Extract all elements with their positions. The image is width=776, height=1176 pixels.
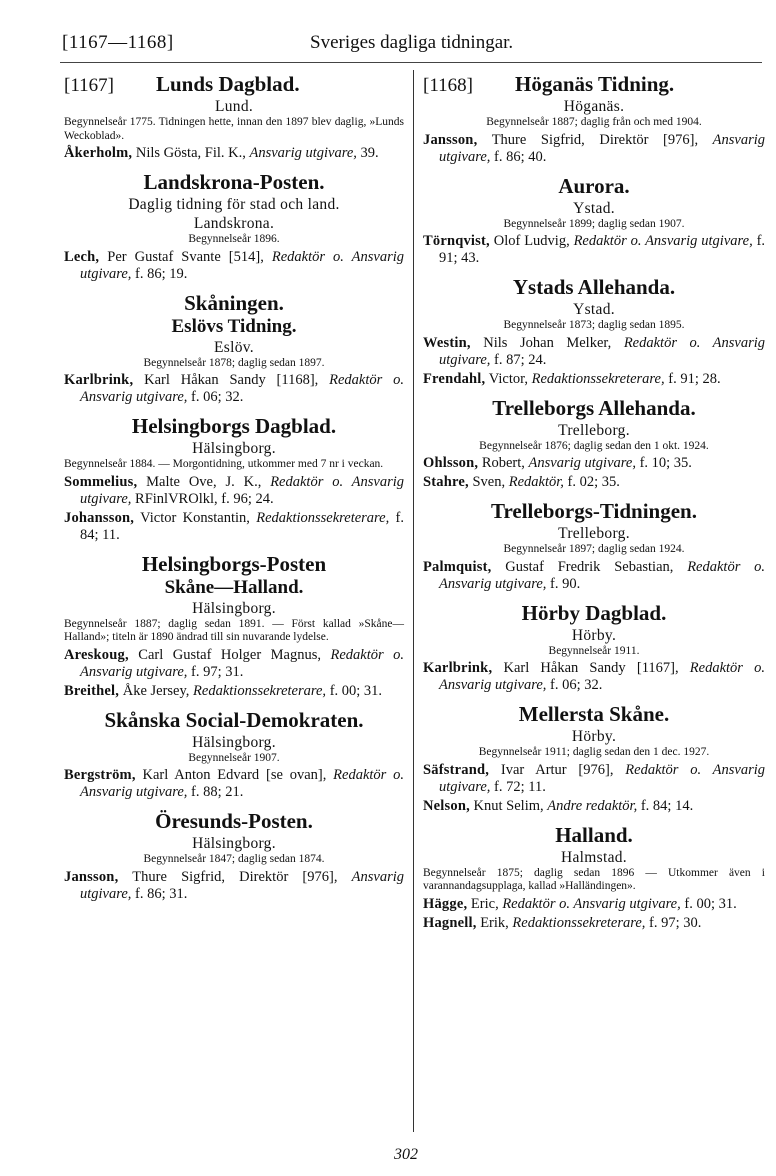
staff-entry [64,683,404,700]
founding-info: Begynnelseår 1907. [188,751,280,764]
entry-title-row [64,72,404,97]
person-name: Stahre, [423,474,469,490]
founding-info: Begynnelseår 1775. Tidningen hette, innan den 1897 blev daglig, »Lunds Weckoblad». [64,116,404,142]
newspaper-title: Trelleborgs Allehanda. [492,395,696,420]
header-entry-range: [1167—1168] [62,32,174,53]
place-name: Hälsingborg. [192,733,276,751]
person-role: Redaktör o. Ansvarig utgivare, [573,233,753,249]
person-years: f. 91; 43. [439,233,766,266]
person-role: Redaktör o. Ansvarig utgivare, [80,767,404,800]
person-role: Ansvarig utgivare, [80,868,404,902]
person-role: Redaktör o. Ansvarig utgivare, [439,660,766,693]
person-name: Karlbrink, [423,660,493,676]
person-name: Ohlsson, [423,455,479,471]
person-name: Johansson, [64,509,135,526]
staff-entry [423,896,765,913]
person-detail: Malte Ove, J. K., [146,473,262,490]
person-role: Redaktör o. Ansvarig utgivare, [80,372,405,405]
place-line: Daglig tidning för stad och land. [128,196,340,213]
person-years: f. 87; 24. [494,351,547,368]
founding-info: Begynnelseår 1911; daglig sedan den 1 dec. 1927. [478,746,710,758]
newspaper-subtitle: Skåne—Halland. [164,576,304,598]
right-column [423,72,765,932]
staff-entry [64,372,404,406]
newspaper-title: Aurora. [558,173,630,198]
person-detail: Olof Ludvig, [493,233,570,249]
person-years: f. 97; 30. [649,914,702,931]
newspaper-title: Skåningen. [184,290,284,315]
person-detail: Sven, [472,474,506,490]
person-role: Redaktör o. Ansvarig utgivare, [80,646,405,680]
person-role: Redaktör o. Ansvarig utgivare, [502,895,681,912]
founding-info: Begynnelseår 1847; daglig sedan 1874. [143,853,325,865]
newspaper-title: Halland. [555,822,633,847]
newspaper-entry [423,396,765,492]
person-name: Breithel, [64,682,120,699]
staff-entry [64,249,404,283]
newspaper-title: Hörby Dagblad. [521,600,667,625]
person-role: Redaktör o. Ansvarig utgivare, [439,334,766,368]
staff-entry [64,145,404,162]
person-years: f. 88; 21. [191,784,244,800]
founding-info: Begynnelseår 1897; daglig sedan 1924. [503,543,685,555]
newspaper-entry [64,708,404,802]
person-years: f. 86; 19. [135,265,188,282]
person-detail: Karl Håkan Sandy [1167], [503,660,679,676]
place-name: Hörby. [571,626,617,644]
person-years: f. 91; 28. [668,370,721,387]
person-name: Palmquist, [423,558,492,575]
person-detail: Per Gustaf Svante [514], [107,248,264,265]
newspaper-entry [423,702,765,815]
place-name: Hälsingborg. [192,599,276,617]
staff-entry [64,647,404,681]
person-years: f. 84; 11. [80,509,405,543]
person-role: Ansvarig utgivare, [528,455,636,471]
staff-entry [423,233,765,267]
place-name: Ystad. [573,199,615,217]
person-years: RFinlVROlkl, f. 96; 24. [135,490,274,507]
person-role: Redaktör o. Ansvarig utgivare, [80,473,405,507]
person-years: f. 10; 35. [639,455,692,471]
person-name: Jansson, [423,131,478,148]
page-number: 302 [394,1146,418,1163]
newspaper-title: Landskrona-Posten. [143,170,325,194]
person-detail: Karl Anton Edvard [se ovan], [142,767,327,783]
person-detail: Karl Håkan Sandy [1168], [144,372,319,388]
founding-info: Begynnelseår 1876; daglig sedan den 1 okt. 1924. [479,439,709,452]
person-detail: Nils Johan Melker, [483,334,612,351]
person-detail: Gustaf Fredrik Sebastian, [505,558,674,575]
person-detail: Victor Konstantin, [140,509,250,526]
person-years: f. 90. [550,575,581,592]
newspaper-entry [423,275,765,388]
person-years: f. 06; 32. [191,389,244,405]
person-role: Ansvarig utgivare, [249,145,357,161]
person-detail: Carl Gustaf Holger Magnus, [138,646,321,663]
person-role: Redaktör o. Ansvarig utgivare, [80,248,405,282]
founding-info: Begynnelseår 1873; daglig sedan 1895. [503,319,685,331]
place-name: Höganäs. [563,98,625,115]
founding-info: Begynnelseår 1887; daglig från och med 1904. [486,116,702,128]
person-name: Frendahl, [423,370,486,387]
person-role: Redaktionssekreterare, [531,370,665,387]
newspaper-title: Öresunds-Posten. [155,809,313,833]
person-detail: Knut Selim, [473,797,544,814]
newspaper-entry [423,174,765,268]
person-name: Sommelius, [64,473,138,490]
person-name: Lech, [64,248,100,265]
staff-entry [423,474,765,491]
staff-entry [423,762,765,796]
newspaper-entry [64,809,404,903]
person-detail: Ivar Artur [976], [500,761,614,778]
staff-entry [423,371,765,388]
person-detail: Robert, [481,455,525,471]
person-name: Hagnell, [423,914,477,931]
person-role: Redaktör o. Ansvarig utgivare, [439,761,766,795]
staff-entry [64,474,404,508]
founding-info: Begynnelseår 1875; daglig sedan 1896 — Utkommer även i varannandagsupplaga, kallad »Halländingen». [423,866,765,892]
person-role: Redaktionssekreterare, [512,914,646,931]
person-name: Areskoug, [64,646,129,663]
newspaper-entry [64,170,404,283]
person-name: Hägge, [423,895,468,912]
person-detail: Thure Sigfrid, Direktör [976], [132,868,338,885]
place-name: Hälsingborg. [192,835,276,852]
entry-title-row [423,72,765,97]
person-detail: Nils Gösta, Fil. K., [135,145,246,161]
founding-info: Begynnelseår 1878; daglig sedan 1897. [143,356,325,369]
person-detail: Victor, [488,370,528,387]
person-role: Redaktör, [508,474,564,490]
person-role: Ansvarig utgivare, [439,131,765,165]
person-name: Bergström, [64,767,136,783]
person-years: f. 84; 14. [640,797,694,814]
person-name: Karlbrink, [64,372,134,388]
founding-info: Begynnelseår 1884. — Morgontidning, utkommer med 7 nr i veckan. [64,458,384,470]
staff-entry [423,915,765,932]
staff-entry [64,510,404,544]
person-years: f. 97; 31. [191,663,244,680]
column-divider [413,70,414,1132]
left-column [64,72,404,903]
place-line: Landskrona. [193,215,275,232]
newspaper-entry [64,552,404,700]
person-detail: Åke Jersey, [122,682,190,699]
place-name: Lund. [214,98,254,115]
founding-info: Begynnelseår 1887; daglig sedan 1891. — Först kallad »Skåne—Halland»; titeln är 1890 ändrad till sin nuvarande lydelse. [64,617,404,643]
place-name: Trelleborg. [558,421,630,439]
person-years: f. 02; 35. [567,474,620,490]
founding-info: Begynnelseår 1896. [188,233,280,245]
newspaper-title: Ystads Allehanda. [512,275,676,299]
person-years: f. 72; 11. [494,778,546,795]
person-detail: Erik, [480,914,509,931]
newspaper-entry [423,601,765,695]
place-name: Eslöv. [214,338,254,356]
founding-info: Begynnelseår 1899; daglig sedan 1907. [503,217,685,230]
staff-entry [423,798,765,815]
header-rule [60,62,762,63]
newspaper-title: Trelleborgs-Tidningen. [491,499,697,523]
person-years: f. 86; 40. [494,148,547,165]
person-years: f. 00; 31. [684,895,737,912]
staff-entry [423,132,765,166]
person-role: Redaktör o. Ansvarig utgivare, [439,558,766,592]
staff-entry [423,559,765,593]
newspaper-title: Mellersta Skåne. [518,702,670,726]
person-role: Redaktionssekreterare, [193,682,327,699]
newspaper-subtitle: Eslövs Tidning. [171,315,297,337]
newspaper-entry [64,291,404,407]
person-detail: Eric, [470,895,499,912]
entry-number: [1168] [423,75,473,96]
staff-entry [423,335,765,369]
newspaper-title: Lunds Dagblad. [156,72,300,96]
founding-info: Begynnelseår 1911. [548,644,640,657]
person-name: Nelson, [423,797,470,814]
person-years: f. 86; 31. [135,885,188,902]
place-name: Hörby. [571,728,617,745]
person-role: Redaktionssekreterare, [256,509,390,526]
staff-entry [423,660,765,694]
newspaper-entry [423,823,765,932]
place-name: Ystad. [573,301,615,318]
person-name: Westin, [423,334,471,351]
person-name: Säfstrand, [423,761,490,778]
newspaper-entry [423,72,765,166]
person-years: f. 06; 32. [550,677,603,693]
newspaper-entry [64,72,404,162]
place-name: Trelleborg. [558,525,630,542]
header-title: Sveriges dagliga tidningar. [310,32,514,53]
place-name: Halmstad. [561,848,627,866]
newspaper-title: Skånska Social-Demokraten. [104,707,364,732]
entry-number: [1167] [64,75,114,96]
person-years: f. 00; 31. [329,682,383,699]
person-detail: Thure Sigfrid, Direktör [976], [491,131,699,148]
newspaper-title: Höganäs Tidning. [515,72,675,96]
staff-entry [64,767,404,801]
person-name: Törnqvist, [423,233,490,249]
place-name: Hälsingborg. [192,440,276,457]
newspaper-title: Helsingborgs Dagblad. [131,414,337,438]
person-name: Åkerholm, [64,145,133,161]
person-role: Andre redaktör, [547,797,638,814]
person-years: 39. [360,145,379,161]
running-header [62,28,762,62]
newspaper-entry [423,499,765,593]
newspaper-title: Helsingborgs-Posten [141,551,327,576]
staff-entry [64,869,404,903]
newspaper-entry [64,414,404,544]
person-name: Jansson, [64,868,119,885]
staff-entry [423,455,765,472]
